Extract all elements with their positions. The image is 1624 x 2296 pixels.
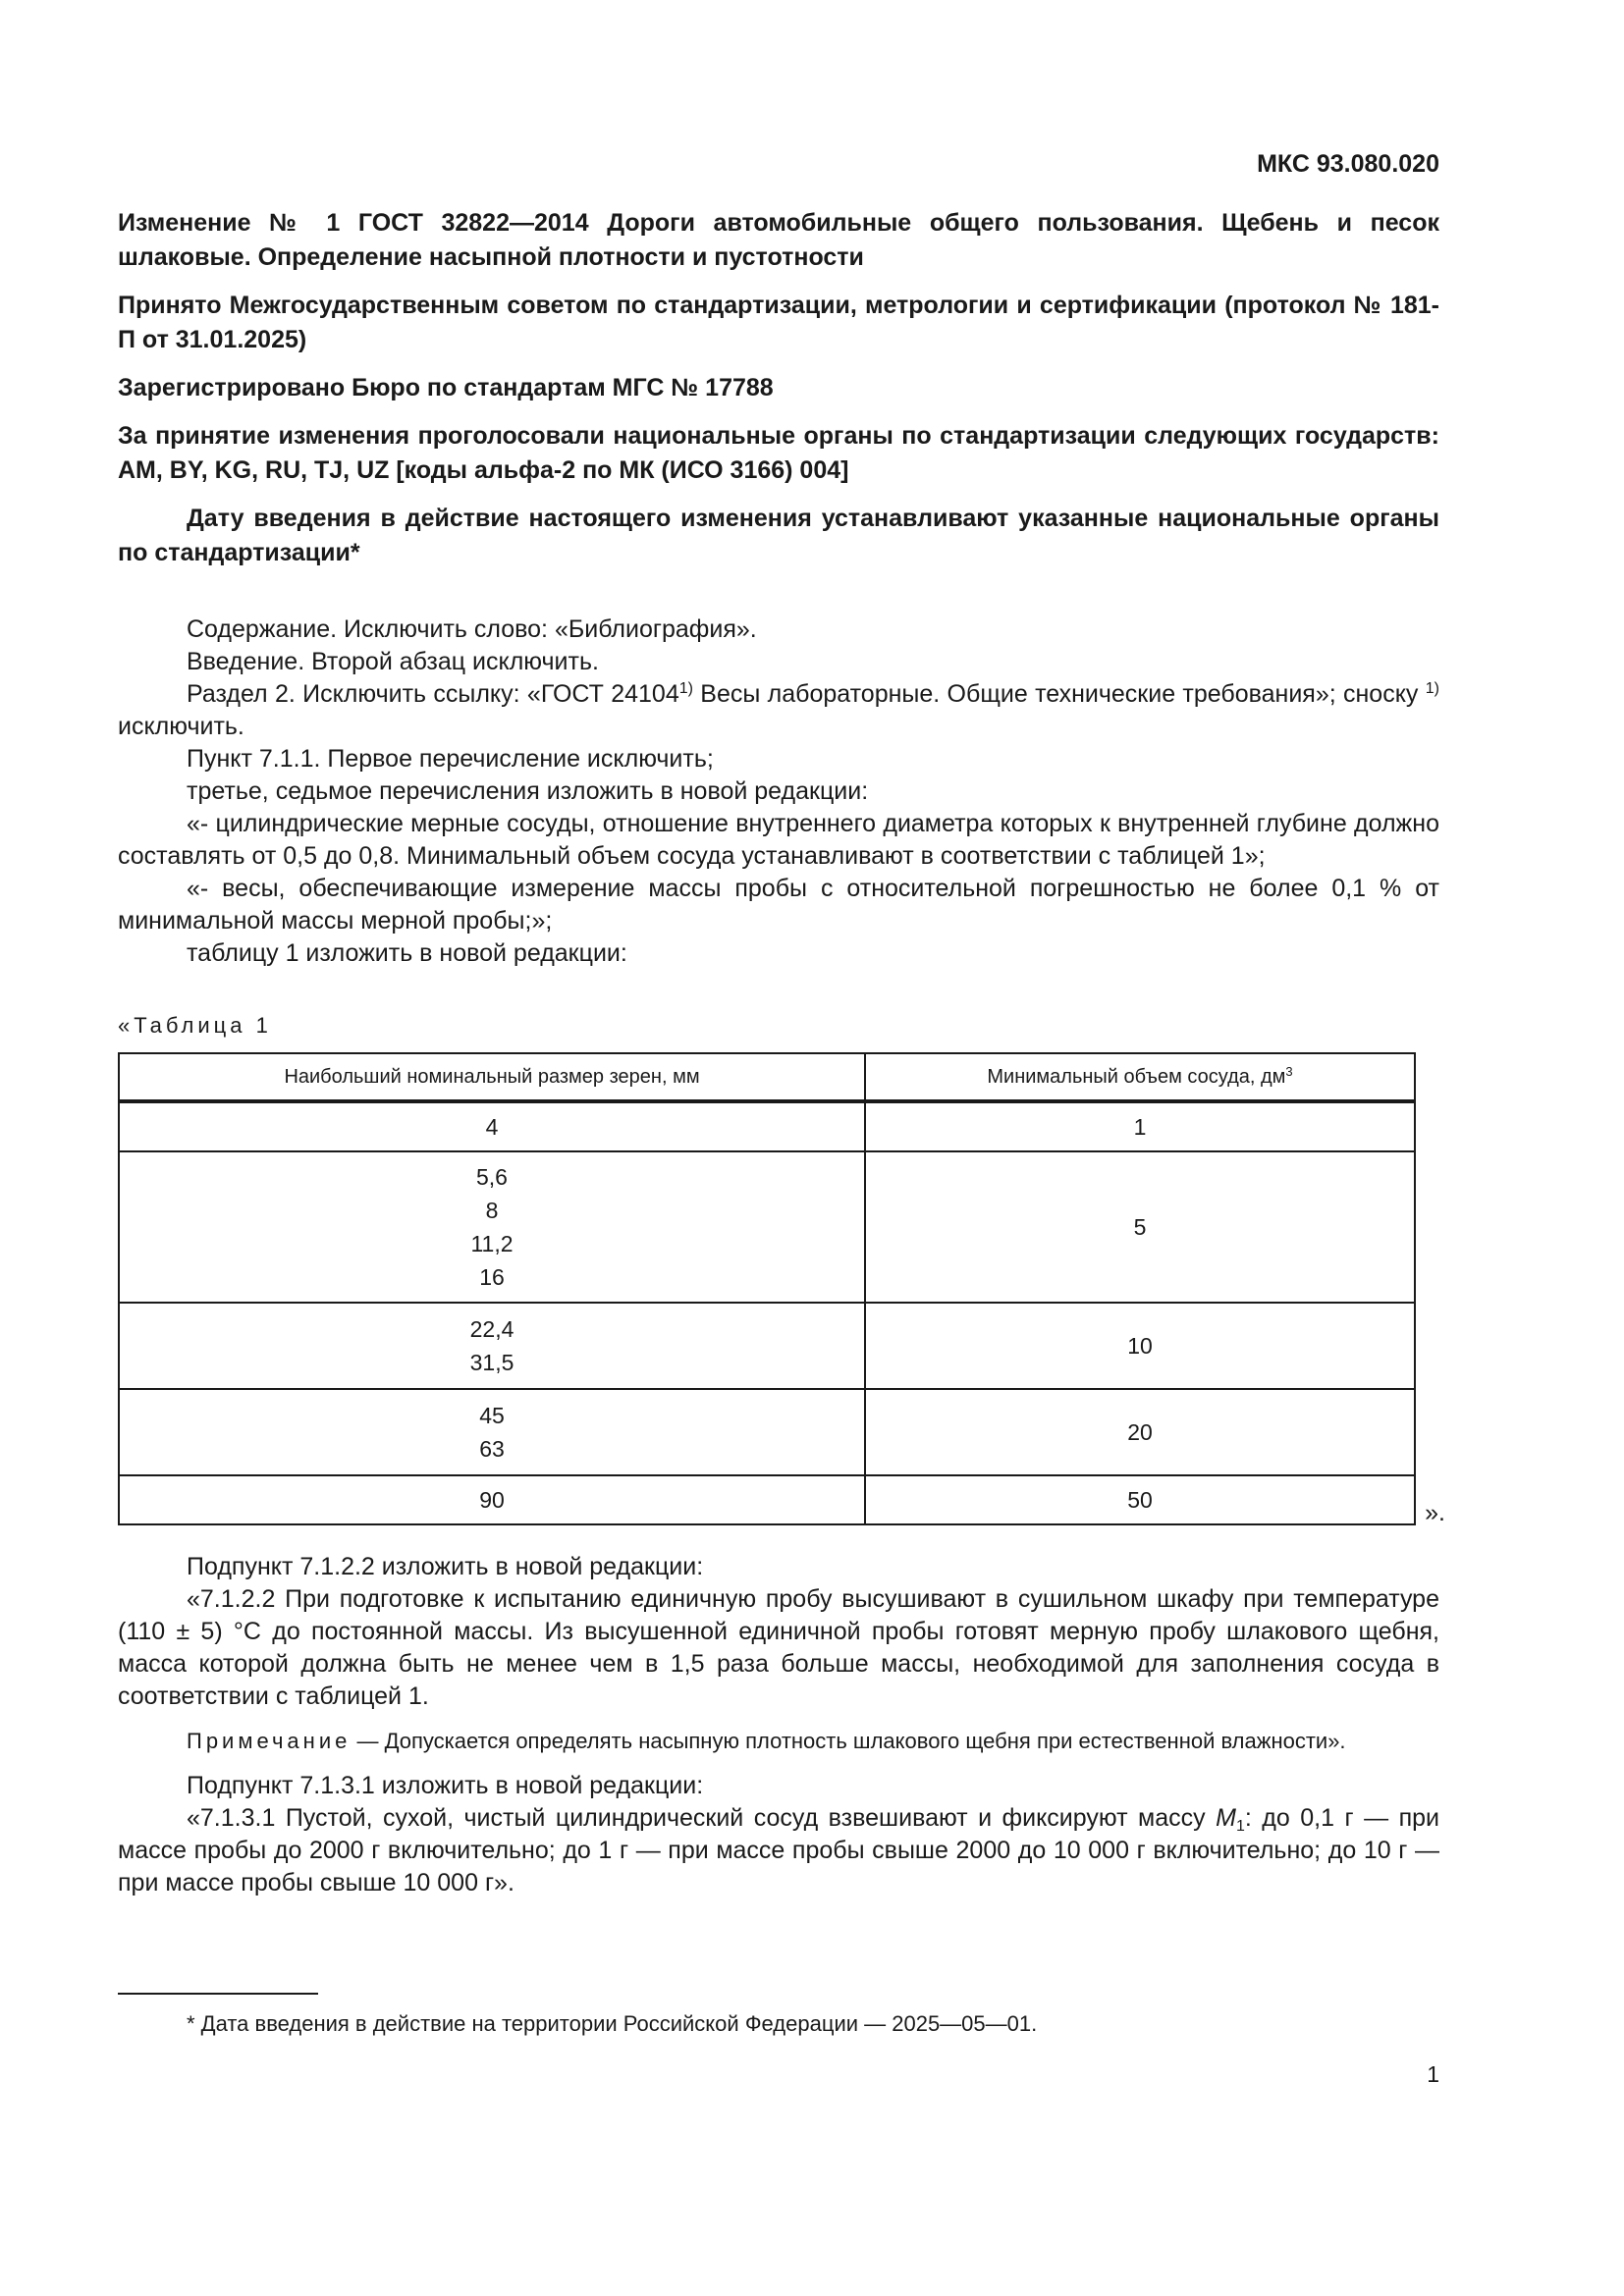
volume-table: [118, 1052, 1416, 1525]
column-header-grain-size: Наибольший номинальный размер зерен, мм: [119, 1053, 865, 1101]
note-text: — Допускается определять насыпную плотность шлакового щебня при естественной влажности».: [351, 1729, 1346, 1753]
paragraph-contents: Содержание. Исключить слово: «Библиография».: [187, 615, 757, 643]
table-row: [119, 1303, 1415, 1389]
paragraph-item-7-1-1: Пункт 7.1.1. Первое перечисление исключить;: [187, 745, 714, 773]
volume-cell: 50: [865, 1475, 1415, 1524]
paragraph-weighing: [118, 1802, 1439, 1899]
weighing-text-b: : до 0,1 г — при массе пробы до 2000 г включительно; до 1 г — при массе пробы свыше 2000 до 10 000 г включительно; до 10 г — при массе пробы свыше 10 000 г».: [118, 1804, 1439, 1896]
document-page: [118, 147, 1445, 2258]
grain-size-value: 4: [485, 1114, 499, 1140]
volume-cell: 1: [865, 1101, 1415, 1151]
column-header-min-volume: [865, 1053, 1415, 1101]
after-table-section: [118, 1551, 1439, 1899]
adopted-statement: Принято Межгосударственным советом по стандартизации, метрологии и сертификации (протокол № 181-П от 31.01.2025): [118, 292, 1439, 353]
footnote-ref-1: 1): [678, 680, 693, 697]
table-header-row: [119, 1053, 1415, 1101]
grain-size-cell: [119, 1389, 865, 1475]
min-volume-header-sup: 3: [1285, 1063, 1293, 1079]
volume-cell: 20: [865, 1389, 1415, 1475]
grain-size-value: 45: [479, 1403, 505, 1428]
grain-size-cell: [119, 1151, 865, 1303]
grain-size-cell: [119, 1475, 865, 1524]
grain-size-cell: [119, 1101, 865, 1151]
mks-code: МКС 93.080.020: [1257, 150, 1439, 178]
paragraph-drying: «7.1.2.2 При подготовке к испытанию единичную пробу высушивают в сушильном шкафу при температуре (110 ± 5) °С до постоянной массы. Из высушенной единичной пробы готовят мерную пробу шлакового щебня, масса которой должна быть не менее чем в 1,5 раза больше массы, необходимой для заполнения сосуда в соответствии с таблицей 1.: [118, 1585, 1439, 1710]
table-row: [119, 1475, 1415, 1524]
weighing-text-a: «7.1.3.1 Пустой, сухой, чистый цилиндрический сосуд взвешивают и фиксируют массу: [187, 1804, 1217, 1832]
grain-size-cell: [119, 1303, 865, 1389]
paragraph-table-intro: таблицу 1 изложить в новой редакции:: [187, 939, 627, 967]
page-number: 1: [1427, 2061, 1439, 2087]
table-row: [119, 1389, 1415, 1475]
grain-size-value: 22,4: [469, 1316, 514, 1342]
note-label: Примечание: [187, 1729, 352, 1753]
paragraph-subitem-7-1-3-1: Подпункт 7.1.3.1 изложить в новой редакции:: [187, 1772, 704, 1799]
footnote: * Дата введения в действие на территории Российской Федерации — 2025—05—01.: [187, 2011, 1038, 2036]
table-row: [119, 1101, 1415, 1151]
paragraph-scales: «- весы, обеспечивающие измерение массы пробы с относительной погрешностью не более 0,1 % от минимальной массы мерной пробы;»;: [118, 875, 1439, 934]
grain-size-value: 16: [479, 1264, 505, 1290]
paragraph-new-wording: третье, седьмое перечисления изложить в новой редакции:: [187, 777, 869, 805]
section-2-text-c: исключить.: [118, 713, 244, 740]
section-2-text-a: Раздел 2. Исключить ссылку: «ГОСТ 24104: [187, 680, 679, 708]
effective-date-statement: Дату введения в действие настоящего изменения устанавливают указанные национальные органы по стандартизации*: [118, 505, 1439, 566]
grain-size-value: 11,2: [470, 1231, 514, 1256]
mass-variable: M: [1216, 1804, 1236, 1832]
footnote-divider: [118, 1993, 318, 1995]
footnote-ref-2: 1): [1425, 680, 1439, 697]
volume-cell: 5: [865, 1151, 1415, 1303]
table-closing-quote: ».: [1425, 1499, 1445, 1526]
grain-size-value: 5,6: [476, 1164, 508, 1190]
min-volume-header-text: Минимальный объем сосуда, дм: [987, 1065, 1286, 1088]
mass-variable-subscript: 1: [1235, 1818, 1245, 1835]
table-wrapper: [118, 1052, 1445, 1526]
table-caption: «Таблица 1: [118, 1013, 272, 1038]
voting-statement: За принятие изменения проголосовали национальные органы по стандартизации следующих государств: AM, BY, KG, RU, TJ, UZ [коды альфа-2 по МК (ИСО 3166) 004]: [118, 422, 1439, 484]
section-2-text-b: Весы лабораторные. Общие технические требования»; сноску: [692, 680, 1426, 708]
paragraph-subitem-7-1-2-2: Подпункт 7.1.2.2 изложить в новой редакции:: [187, 1553, 704, 1580]
note-paragraph: [118, 1727, 1439, 1756]
volume-cell: 10: [865, 1303, 1415, 1389]
grain-size-value: 8: [485, 1198, 499, 1223]
table-row: [119, 1151, 1415, 1303]
grain-size-value: 90: [479, 1487, 505, 1513]
registration-statement: Зарегистрировано Бюро по стандартам МГС № 17788: [118, 374, 774, 401]
grain-size-value: 31,5: [469, 1350, 514, 1375]
grain-size-value: 63: [479, 1436, 505, 1462]
amendment-title: Изменение № 1 ГОСТ 32822—2014 Дороги автомобильные общего пользования. Щебень и песок шлаковые. Определение насыпной плотности и пустотности: [118, 209, 1439, 271]
paragraph-introduction: Введение. Второй абзац исключить.: [187, 648, 599, 675]
paragraph-section-2: [118, 678, 1439, 743]
paragraph-vessels: «- цилиндрические мерные сосуды, отношение внутреннего диаметра которых к внутренней глубине должно составлять от 0,5 до 0,8. Минимальный объем сосуда устанавливают в соответствии с таблицей 1»;: [118, 810, 1439, 870]
